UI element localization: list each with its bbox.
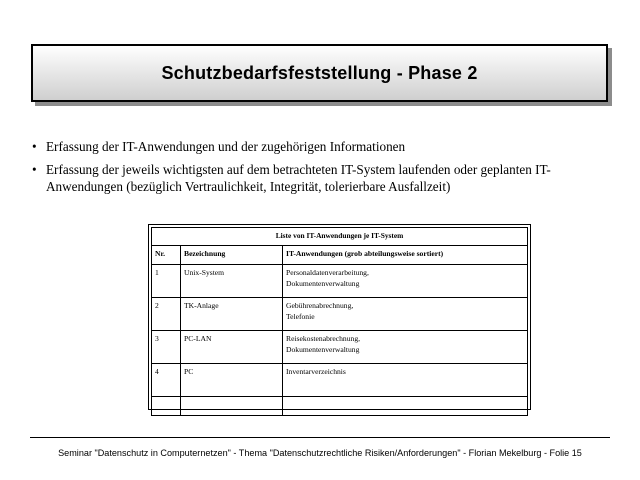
app-line: Personaldatenverarbeitung,	[286, 268, 369, 277]
cell-empty	[152, 397, 181, 416]
table-row	[152, 298, 528, 331]
cell-name: PC	[181, 364, 283, 397]
cell-nr: 1	[152, 265, 181, 298]
cell-name: Unix-System	[181, 265, 283, 298]
bullet-text: Erfassung der IT-Anwendungen und der zugehörigen Informationen	[46, 139, 406, 154]
cell-apps	[283, 265, 528, 298]
cell-name: PC-LAN	[181, 331, 283, 364]
bullet-text: Erfassung der jeweils wichtigsten auf dem betrachteten IT-System laufenden oder geplanten IT-Anwendungen (bezüglich Vertraulichkeit, Integrität, tolerierbare Ausfallzeit)	[46, 162, 551, 194]
bullet-item	[32, 138, 612, 155]
cell-empty	[283, 397, 528, 416]
app-line: Gebührenabrechnung,	[286, 301, 354, 310]
it-applications-table	[151, 227, 528, 416]
table-row	[152, 364, 528, 397]
slide-footer: Seminar "Datenschutz in Computernetzen" - Thema "Datenschutzrechtliche Risiken/Anforderungen" - Florian Mekelburg - Folie 15	[58, 448, 582, 458]
bullet-list	[32, 138, 612, 201]
app-line: Telefonie	[286, 312, 315, 321]
bullet-symbol: •	[32, 139, 37, 154]
footer-divider	[30, 437, 610, 438]
it-applications-table-frame	[148, 224, 531, 410]
header-nr: Nr.	[152, 246, 181, 265]
cell-empty	[181, 397, 283, 416]
cell-nr: 2	[152, 298, 181, 331]
app-line: Dokumentenverwaltung	[286, 279, 360, 288]
cell-apps	[283, 298, 528, 331]
app-line: Reisekostenabrechnung,	[286, 334, 361, 343]
table-row	[152, 331, 528, 364]
app-line: Inventarverzeichnis	[286, 367, 346, 376]
cell-nr: 3	[152, 331, 181, 364]
table-row-empty	[152, 397, 528, 416]
slide-title: Schutzbedarfsfeststellung - Phase 2	[161, 62, 478, 83]
cell-apps	[283, 331, 528, 364]
header-bezeichnung: Bezeichnung	[181, 246, 283, 265]
table-caption: Liste von IT-Anwendungen je IT-System	[152, 228, 528, 246]
header-it-anwendungen: IT-Anwendungen (grob abteilungsweise sortiert)	[283, 246, 528, 265]
bullet-item	[32, 161, 612, 195]
cell-apps	[283, 364, 528, 397]
cell-nr: 4	[152, 364, 181, 397]
table-row	[152, 265, 528, 298]
cell-name: TK-Anlage	[181, 298, 283, 331]
bullet-symbol: •	[32, 162, 37, 177]
app-line: Dokumentenverwaltung	[286, 345, 360, 354]
title-box	[31, 44, 608, 102]
